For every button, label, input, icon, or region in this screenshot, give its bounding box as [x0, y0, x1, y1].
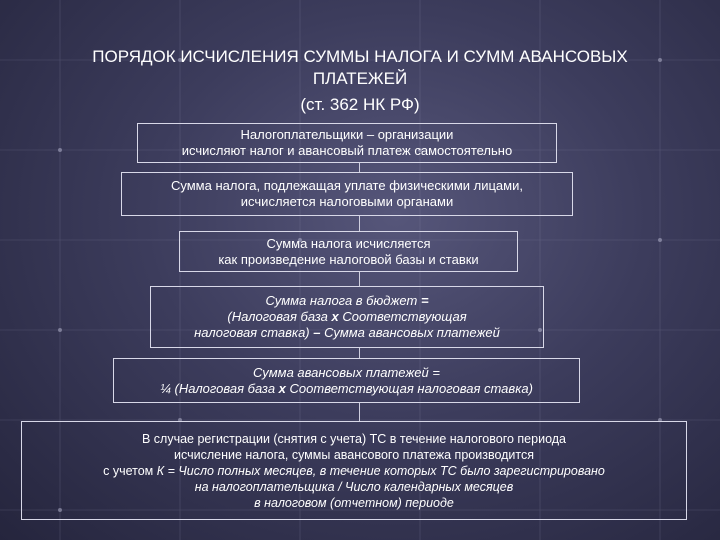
quarter-tax-base-text: ¼ (Налоговая база [160, 380, 279, 396]
box-registration-line-1: В случае регистрации (снятия с учета) ТС в течение налогового периода [141, 431, 566, 446]
minus-sign: – [313, 325, 321, 340]
multiply-sign: х [331, 309, 339, 324]
advance-payments-text: Сумма авансовых платежей [320, 325, 500, 340]
box-registration-case [21, 421, 687, 520]
box-organizations [137, 123, 557, 163]
box-individuals [121, 172, 573, 216]
connector-1-2 [359, 163, 360, 172]
box-advance-line-2 [160, 381, 533, 397]
box-advance-payments [113, 358, 580, 403]
title-article-ref: (ст. 362 НК РФ) [300, 95, 420, 114]
title-line-1: ПОРЯДОК ИСЧИСЛЕНИЯ СУММЫ НАЛОГА И СУММ АВАНСОВЫХ [92, 47, 628, 66]
box-individuals-line-1: Сумма налога, подлежащая уплате физическими лицами, [171, 178, 523, 193]
connector-3-4 [359, 272, 360, 286]
box-budget-line-2 [227, 309, 466, 325]
box-registration-line-3 [103, 463, 605, 479]
connector-5-6 [359, 403, 360, 421]
box-organizations-line-1: Налогоплательщики – организации [240, 127, 454, 142]
coefficient-k-text: К = Число полных месяцев, в течение которых ТС было зарегистрировано [156, 463, 605, 478]
box-calculation-line-1: Сумма налога исчисляется [266, 235, 431, 251]
box-registration-line-2: исчисление налога, суммы авансового платежа производится [174, 447, 534, 462]
corresponding-rate-text: Соответствующая налоговая ставка) [285, 380, 533, 396]
equals-sign: = [420, 293, 429, 308]
title-line-2: ПЛАТЕЖЕЙ [312, 69, 408, 88]
box-registration-line-5: в налоговом (отчетном) периоде [254, 495, 454, 510]
budget-label: Сумма налога в бюджет [265, 293, 421, 308]
box-individuals-line-2: исчисляется налоговыми органами [240, 194, 454, 209]
box-calculation-line-2: как произведение налоговой базы и ставки [218, 251, 479, 267]
considering-text: с учетом [103, 463, 157, 478]
connector-4-5 [359, 348, 360, 358]
box-budget-line-3 [194, 325, 500, 341]
connector-2-3 [359, 216, 360, 231]
box-calculation-method [179, 231, 518, 272]
multiply-sign-2: х [278, 380, 286, 396]
box-registration-line-4: на налогоплательщика / Число календарных месяцев [194, 479, 514, 494]
box-advance-line-1: Сумма авансовых платежей = [253, 364, 440, 380]
box-budget-line-1 [265, 293, 428, 309]
box-budget-formula [150, 286, 544, 348]
corresponding-text: Соответствующая [338, 309, 467, 324]
tax-base-text: (Налоговая база [227, 309, 332, 324]
box-organizations-line-2: исчисляют налог и авансовый платеж самостоятельно [181, 143, 513, 158]
tax-rate-text: налоговая ставка) [194, 325, 314, 340]
